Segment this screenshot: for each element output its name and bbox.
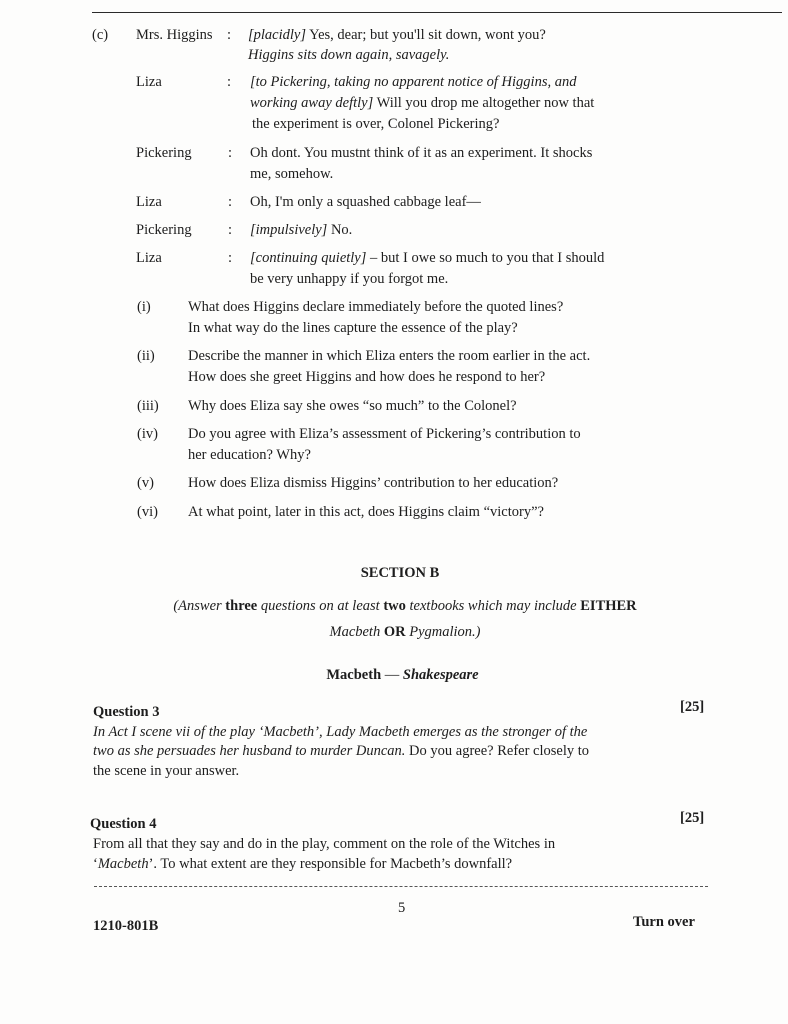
subquestion-text: How does she greet Higgins and how does he respond to her? bbox=[188, 369, 546, 385]
question-3-marks: [25] bbox=[680, 699, 705, 715]
subquestion-text: Why does Eliza say she owes “so much” to the Colonel? bbox=[188, 398, 517, 414]
section-instructions-line2: Macbeth OR Pygmalion.) bbox=[329, 624, 481, 640]
dialogue-line: working away deftly] Will you drop me altogether now that bbox=[250, 95, 595, 111]
question-3-title: Question 3 bbox=[93, 704, 160, 720]
question-3-text: the scene in your answer. bbox=[93, 763, 240, 779]
subquestion-text: Do you agree with Eliza’s assessment of Pickering’s contribution to bbox=[188, 426, 581, 442]
dialogue-line: me, somehow. bbox=[250, 166, 334, 182]
dialogue-line: Oh, I'm only a squashed cabbage leaf— bbox=[250, 194, 481, 210]
dialogue-line: Higgins sits down again, savagely. bbox=[248, 47, 450, 63]
speaker-pickering: Pickering bbox=[136, 145, 192, 161]
subquestion-text: Describe the manner in which Eliza enters the room earlier in the act. bbox=[188, 348, 591, 364]
dialogue-colon: : bbox=[227, 27, 232, 43]
book-heading: Macbeth — Shakespeare bbox=[326, 667, 479, 683]
dialogue-line: [impulsively] No. bbox=[250, 222, 353, 238]
question-3-text: In Act I scene vii of the play ‘Macbeth’, Lady Macbeth emerges as the stronger of the bbox=[93, 724, 588, 740]
dialogue-colon: : bbox=[228, 222, 233, 238]
dialogue-line: [placidly] Yes, dear; but you'll sit down, wont you? bbox=[248, 27, 546, 43]
turn-over-label: Turn over bbox=[633, 914, 695, 930]
section-instructions: (Answer three questions on at least two textbooks which may include EITHER bbox=[173, 598, 637, 614]
dialogue-colon: : bbox=[228, 145, 233, 161]
speaker-liza: Liza bbox=[136, 74, 162, 90]
question-4-title: Question 4 bbox=[90, 816, 157, 832]
question-4-text: ‘Macbeth’. To what extent are they responsible for Macbeth’s downfall? bbox=[93, 856, 513, 872]
paper-code: 1210-801B bbox=[93, 918, 159, 934]
question-3-text: two as she persuades her husband to murder Duncan. Do you agree? Refer closely to bbox=[93, 743, 590, 759]
speaker-pickering: Pickering bbox=[136, 222, 192, 238]
question-4-marks: [25] bbox=[680, 810, 705, 826]
subquestion-text: her education? Why? bbox=[188, 447, 311, 463]
dialogue-colon: : bbox=[228, 250, 233, 266]
subquestion-number: (ii) bbox=[137, 348, 155, 364]
subquestion-number: (i) bbox=[137, 299, 151, 315]
subquestion-text: At what point, later in this act, does Higgins claim “victory”? bbox=[188, 504, 544, 520]
dialogue-line: [to Pickering, taking no apparent notice of Higgins, and bbox=[250, 74, 577, 90]
speaker-liza: Liza bbox=[136, 250, 162, 266]
dialogue-colon: : bbox=[228, 194, 233, 210]
subquestion-number: (iv) bbox=[137, 426, 158, 442]
part-label: (c) bbox=[92, 27, 109, 43]
dialogue-line: the experiment is over, Colonel Pickering? bbox=[252, 116, 500, 132]
speaker-liza: Liza bbox=[136, 194, 162, 210]
dashed-separator bbox=[94, 886, 708, 887]
subquestion-number: (vi) bbox=[137, 504, 158, 520]
speaker-mrs-higgins: Mrs. Higgins bbox=[136, 27, 213, 43]
page-number: 5 bbox=[398, 900, 406, 916]
subquestion-text: In what way do the lines capture the essence of the play? bbox=[188, 320, 518, 336]
dialogue-colon: : bbox=[227, 74, 232, 90]
subquestion-number: (v) bbox=[137, 475, 154, 491]
question-4-text: From all that they say and do in the play, comment on the role of the Witches in bbox=[93, 836, 556, 852]
subquestion-text: What does Higgins declare immediately before the quoted lines? bbox=[188, 299, 564, 315]
dialogue-line: be very unhappy if you forgot me. bbox=[250, 271, 449, 287]
subquestion-number: (iii) bbox=[137, 398, 159, 414]
dialogue-line: [continuing quietly] – but I owe so much to you that I should bbox=[250, 250, 605, 266]
section-title: SECTION B bbox=[360, 565, 440, 581]
dialogue-line: Oh dont. You mustnt think of it as an experiment. It shocks bbox=[250, 145, 593, 161]
top-rule bbox=[92, 12, 782, 13]
subquestion-text: How does Eliza dismiss Higgins’ contribution to her education? bbox=[188, 475, 559, 491]
